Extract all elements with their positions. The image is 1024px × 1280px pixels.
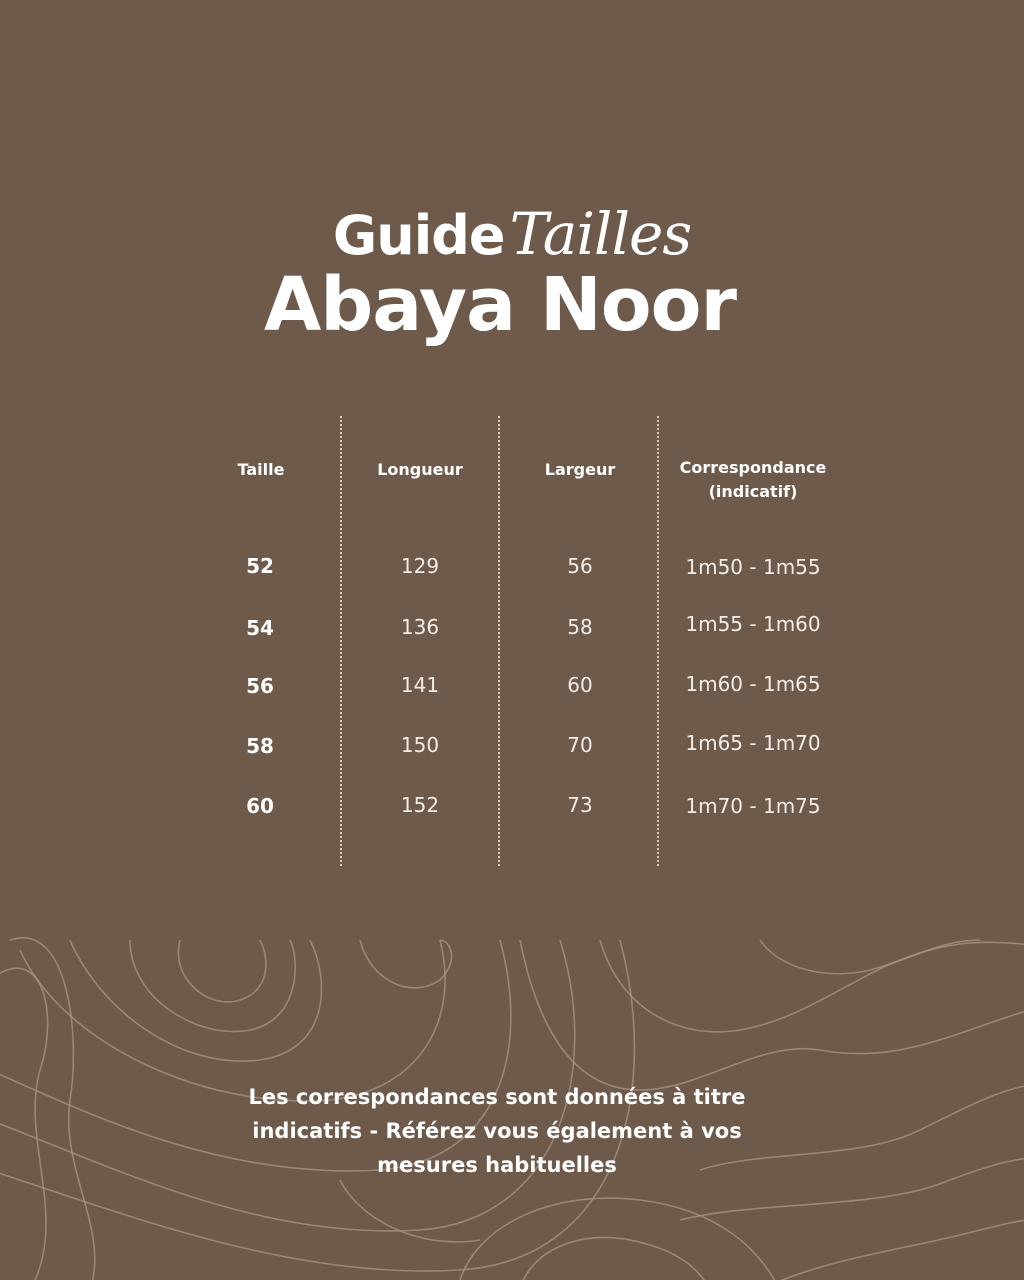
cell-taille: 60	[246, 794, 274, 818]
cell-longueur: 141	[400, 673, 440, 697]
header-taille: Taille	[237, 460, 285, 479]
header-largeur: Largeur	[544, 460, 616, 479]
cell-correspondance: 1m70 - 1m75	[685, 794, 821, 818]
cell-largeur: 73	[567, 793, 593, 817]
cell-taille: 54	[246, 616, 274, 640]
column-divider	[657, 416, 659, 866]
cell-largeur: 70	[567, 733, 593, 757]
header-correspondance-line2: (indicatif)	[708, 482, 798, 501]
header-correspondance	[663, 456, 843, 504]
cell-taille: 56	[246, 674, 274, 698]
cell-largeur: 56	[567, 554, 593, 578]
cell-longueur: 129	[400, 554, 440, 578]
cell-longueur: 152	[400, 793, 440, 817]
cell-taille: 52	[246, 554, 274, 578]
column-divider	[498, 416, 500, 866]
cell-largeur: 58	[567, 615, 593, 639]
header-longueur: Longueur	[377, 460, 463, 479]
cell-largeur: 60	[567, 673, 593, 697]
cell-correspondance: 1m60 - 1m65	[685, 672, 821, 696]
title-line-1	[0, 200, 1024, 268]
cell-correspondance: 1m65 - 1m70	[685, 731, 821, 755]
title-guide: Guide	[332, 204, 505, 267]
header-correspondance-line1: Correspondance	[679, 458, 827, 477]
cell-longueur: 150	[400, 733, 440, 757]
disclaimer-note: Les correspondances sont données à titre indicatifs - Référez vous également à vos mesures habituelles	[248, 1085, 746, 1177]
cell-longueur: 136	[400, 615, 440, 639]
page-title: Abaya Noor	[264, 262, 736, 348]
cell-taille: 58	[246, 734, 274, 758]
title-tailles: Tailles	[509, 200, 692, 268]
column-divider	[340, 416, 342, 866]
cell-correspondance: 1m55 - 1m60	[685, 612, 821, 636]
cell-correspondance: 1m50 - 1m55	[685, 555, 821, 579]
